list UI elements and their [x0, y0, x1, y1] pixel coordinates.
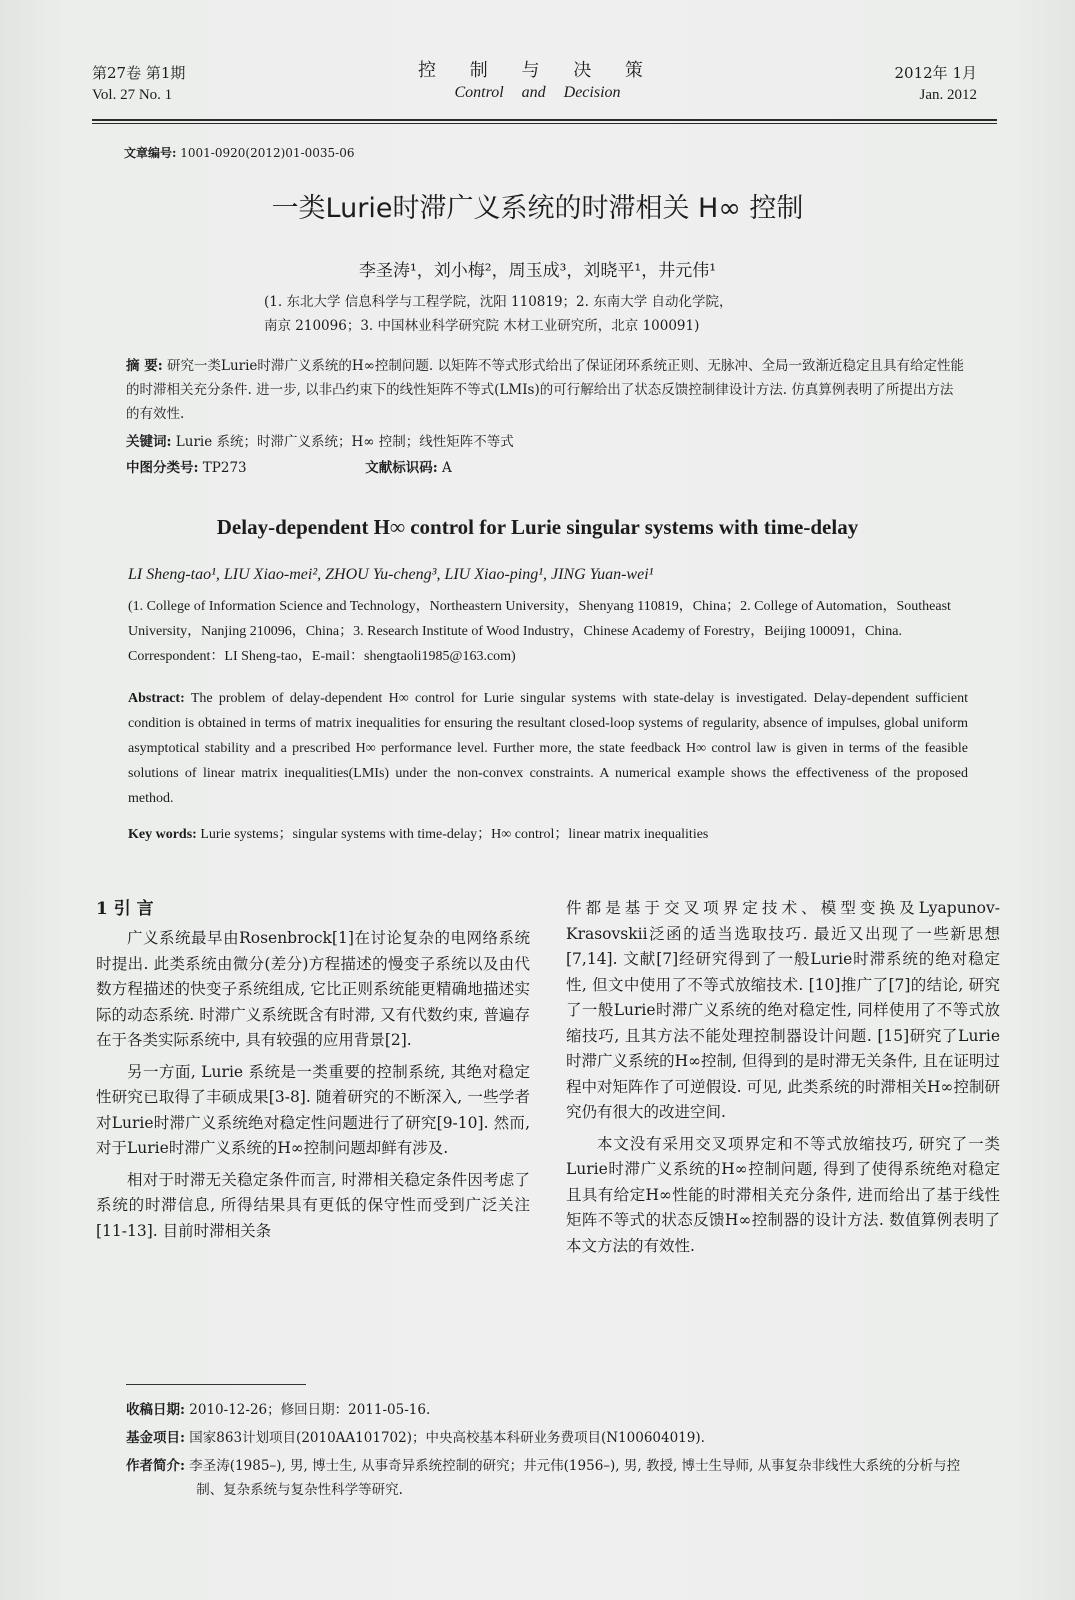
footnotes	[126, 1398, 986, 1502]
abstract-en	[128, 686, 968, 811]
paragraph: 相对于时滞无关稳定条件而言, 时滞相关稳定条件因考虑了系统的时滞信息, 所得结果具有更低的保守性而受到广泛关注[11-13]. 目前时滞相关条	[96, 1170, 530, 1240]
right-column	[566, 896, 1000, 1265]
bio-text: 李圣涛(1985–), 男, 博士生, 从事奇异系统控制的研究；井元伟(1956–), 男, 教授, 博士生导师, 从事复杂非线性大系统的分析与控制、复杂系统与复杂性科学等研究.	[189, 1458, 961, 1498]
affiliation-cn-line: (1. 东北大学 信息科学与工程学院，沈阳 110819；2. 东南大学 自动化学院，	[264, 294, 733, 310]
title-cn: 一类Lurie时滞广义系统的时滞相关 H∞ 控制	[271, 193, 804, 224]
abstract-cn-label: 摘 要:	[126, 358, 163, 374]
doc-code-value: A	[442, 460, 452, 476]
bio-label: 作者简介:	[126, 1458, 185, 1474]
paragraph: 本文没有采用交叉项界定和不等式放缩技巧, 研究了一类Lurie时滞广义系统的H∞控制问题, 得到了使得系统绝对稳定且具有给定H∞性能的时滞相关充分条件, 进而给出了基于线性矩阵不等式的状态反馈H∞控制器的设计方法. 数值算例表明了本文方法的有效性.	[566, 1134, 1000, 1255]
authors-cn: 李圣涛¹，刘小梅²，周玉成³，刘晓平¹，井元伟¹	[358, 261, 717, 281]
paragraph: 件都是基于交叉项界定技术、模型变换及Lyapunov-Krasovskii泛函的适当选取技巧. 最近又出现了一些新思想[7,14]. 文献[7]经研究得到了一般Lurie时滞系统的绝对稳定性, 但文中使用了不等式放缩技术. [10]推广了[7]的结论, 研究了一般Lurie时滞广义系统的绝对稳定性, 同样使用了不等式放缩技巧, 且其方法不能处理控制器设计问题. [15]研究了Lurie时滞广义系统的H∞控制, 但得到的是时滞无关条件, 且在证明过程中对矩阵作了可逆假设. 可见, 此类系统的时滞相关H∞控制研究仍有很大的改进空间.	[566, 899, 1000, 1121]
received-label: 收稿日期:	[126, 1402, 185, 1418]
affiliation-cn-line: 南京 210096；3. 中国林业科学研究院 木材工业研究所，北京 100091)	[264, 318, 700, 334]
journal-name-cn: 控 制 与 决 策	[418, 60, 657, 81]
abstract-en-label: Abstract:	[128, 691, 185, 706]
abstract-cn-text: 研究一类Lurie时滞广义系统的H∞控制问题. 以矩阵不等式形式给出了保证闭环系统正则、无脉冲、全局一致渐近稳定且具有给定性能的时滞相关充分条件. 进一步, 以非凸约束下的线性矩阵不等式(LMIs)的可行解给出了状态反馈控制律设计方法. 仿真算例表明了所提出方法的有效性.	[126, 358, 965, 422]
volume-cn: 第27卷 第1期	[92, 64, 186, 82]
fund-text: 国家863计划项目(2010AA101702)；中央高校基本科研业务费项目(N100604019).	[189, 1430, 705, 1446]
fund-label: 基金项目:	[126, 1430, 185, 1446]
doc-code-label: 文献标识码:	[365, 460, 438, 476]
affiliation-en: (1. College of Information Science and Technology，Northeastern University，Shenyang 110819，China；2. College of Automation，Southeast University，Nanjing 210096，China；3. Research Institute of Wood Industry，Chinese Academy of Forestry，Beijing 100091，China. Correspondent：LI Sheng-tao，E-mail：shengtaoli1985@163.com)	[128, 599, 951, 664]
footnote-rule	[126, 1384, 306, 1385]
issue-date	[895, 62, 978, 106]
authors-en: LI Sheng-tao¹, LIU Xiao-mei², ZHOU Yu-cheng³, LIU Xiao-ping¹, JING Yuan-wei¹	[128, 566, 654, 583]
abstract-en-text: The problem of delay-dependent H∞ control for Lurie singular systems with state-delay is investigated. Delay-dependent sufficient condition is obtained in terms of matrix inequalities for ensuring the resultant closed-loop systems of regularity, absence of impulses, global uniform asymptotical stability and a prescribed H∞ performance level. Further more, the state feedback H∞ control law is given in terms of the feasible solutions of linear matrix inequalities(LMIs) under the non-convex constraints. A numerical example shows the effectiveness of the proposed method.	[128, 691, 969, 806]
title-en: Delay-dependent H∞ control for Lurie singular systems with time-delay	[216, 515, 859, 539]
article-number	[124, 144, 355, 161]
keywords-en	[128, 822, 968, 847]
header-rule-thin	[92, 123, 997, 124]
keywords-en-label: Key words:	[128, 827, 197, 842]
received-text: 2010-12-26；修回日期：2011-05-16.	[189, 1402, 431, 1418]
left-column	[96, 926, 530, 1250]
section-heading: 1 引 言	[96, 899, 154, 919]
keywords-cn-text: Lurie 系统；时滞广义系统；H∞ 控制；线性矩阵不等式	[175, 434, 514, 450]
paragraph: 另一方面, Lurie 系统是一类重要的控制系统, 其绝对稳定性研究已取得了丰硕成果[3-8]. 随着研究的不断深入, 一些学者对Lurie时滞广义系统绝对稳定性问题进行了研究[9-10]. 然而, 对于Lurie时滞广义系统的H∞控制问题却鲜有涉及.	[96, 1062, 530, 1157]
clc-value: TP273	[202, 460, 247, 476]
article-number-label: 文章编号:	[124, 146, 177, 160]
affiliation-cn	[264, 290, 844, 338]
volume-en: Vol. 27 No. 1	[92, 87, 173, 103]
abstract-cn	[126, 354, 966, 426]
issue-date-cn: 2012年 1月	[894, 64, 977, 82]
header-rule-thick	[92, 119, 997, 121]
keywords-en-text: Lurie systems；singular systems with time-delay；H∞ control；linear matrix inequalities	[200, 827, 709, 842]
paragraph: 广义系统最早由Rosenbrock[1]在讨论复杂的电网络系统时提出. 此类系统由微分(差分)方程描述的慢变子系统以及由代数方程描述的快变子系统组成, 它比正则系统能更精确地描述实际的动态系统. 时滞广义系统既含有时滞, 又有代数约束, 普遍存在于各类实际系统中, 具有较强的应用背景[2].	[96, 929, 530, 1049]
keywords-cn	[126, 430, 966, 454]
journal-name-en: Control and Decision	[454, 84, 621, 101]
classification-row	[126, 456, 966, 480]
keywords-cn-label: 关键词:	[126, 434, 172, 450]
clc-label: 中图分类号:	[126, 460, 199, 476]
article-number-value: 1001-0920(2012)01-0035-06	[180, 146, 355, 160]
fund-info	[126, 1426, 986, 1450]
received-date	[126, 1398, 986, 1422]
issue-date-en: Jan. 2012	[919, 87, 977, 103]
author-bio	[126, 1454, 986, 1502]
